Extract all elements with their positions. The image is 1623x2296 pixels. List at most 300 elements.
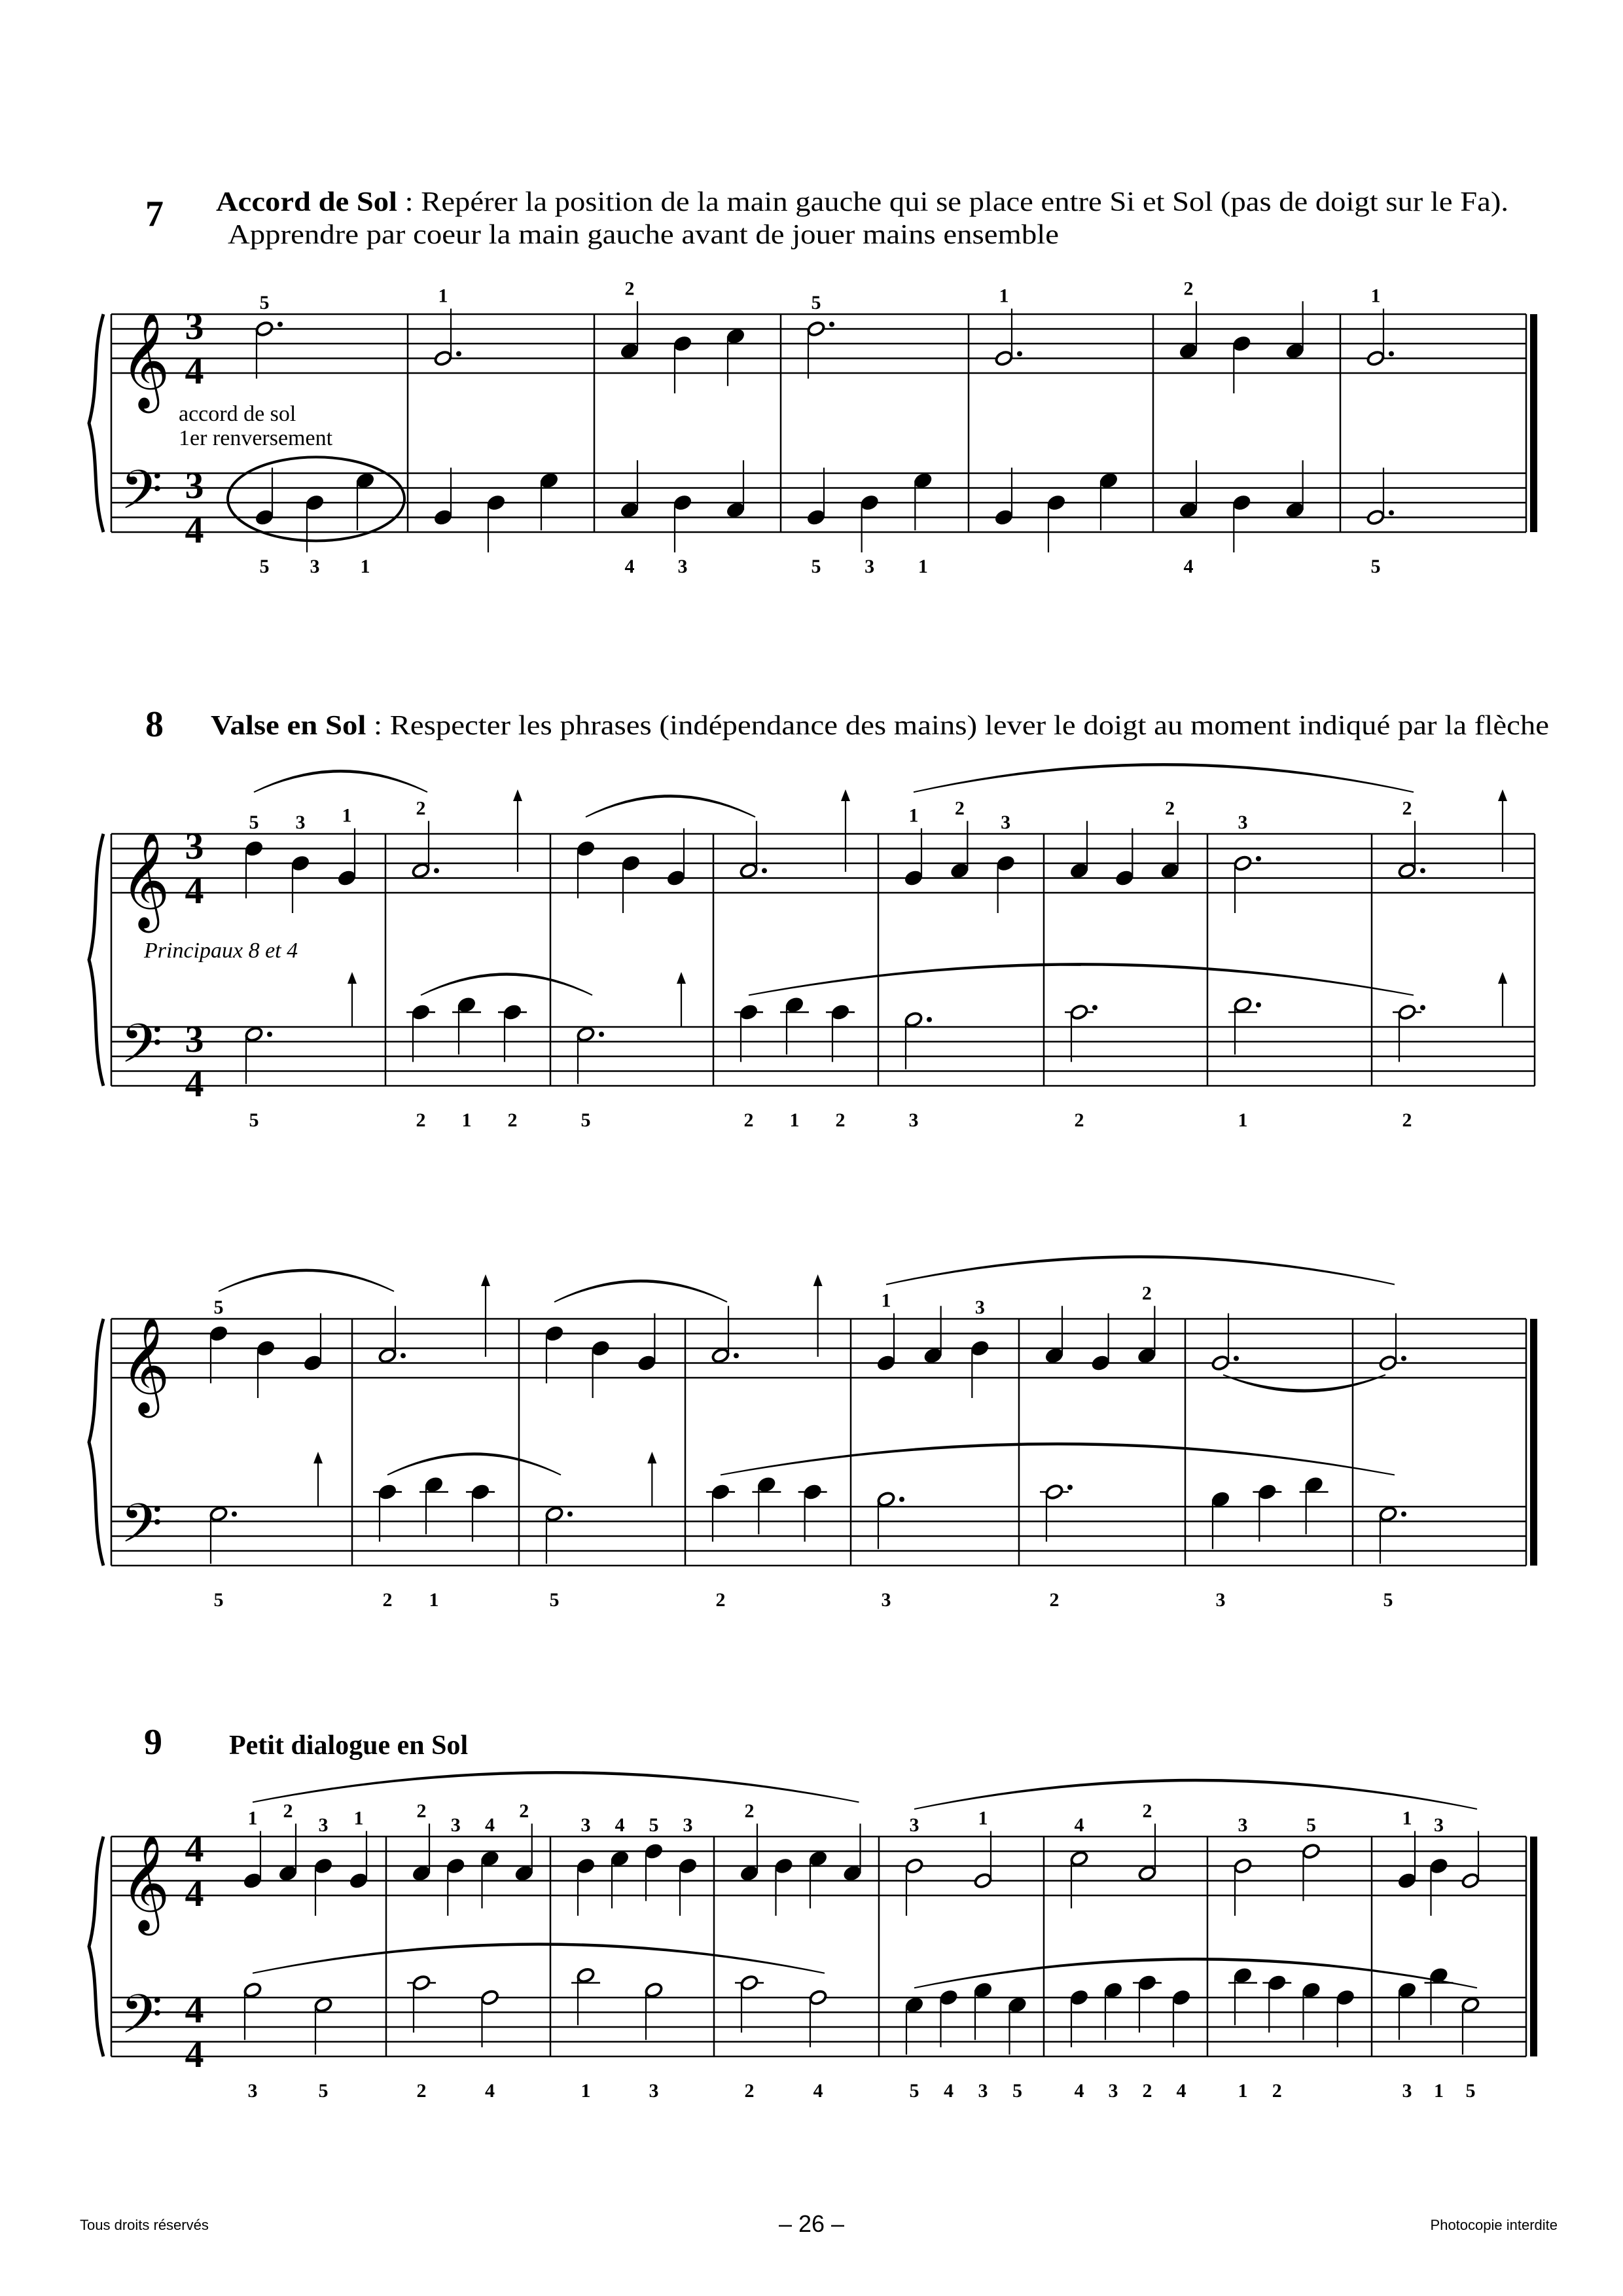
note-B4 <box>677 1814 698 1916</box>
treble-clef-icon: 𝄞 <box>120 312 170 409</box>
page-number: – 26 – <box>778 2210 845 2237</box>
note-A4 <box>411 1800 432 1882</box>
note-D4 <box>419 1475 448 1611</box>
augmentation-dot <box>1420 1005 1425 1011</box>
note-head <box>974 1873 993 1890</box>
fingering-number: 5 <box>318 2080 329 2102</box>
slur <box>253 1943 825 1973</box>
annotation-renversement: 1er renversement <box>179 426 333 450</box>
note-B4 <box>1429 1814 1450 1916</box>
lift-finger-arrow-icon <box>677 972 686 1027</box>
note-G4 <box>666 829 687 888</box>
lift-finger-arrow-icon <box>647 1452 656 1507</box>
augmentation-dot <box>456 351 461 357</box>
note-A4 <box>1138 1800 1157 1882</box>
note-B2 <box>806 468 827 578</box>
slur <box>914 1958 1477 1988</box>
fingering-number: 3 <box>677 556 688 577</box>
lift-finger-arrow-icon <box>841 789 850 872</box>
note-D3 <box>1046 493 1067 552</box>
treble-clef-icon: 𝄞 <box>120 1316 170 1414</box>
note-B4 <box>1234 812 1261 913</box>
note-G3 <box>539 471 560 530</box>
fingering-number: 3 <box>450 1814 461 1836</box>
note-D4 <box>1228 1966 1257 2102</box>
music-notation <box>89 278 1537 2102</box>
fingering-number: 2 <box>1142 2080 1152 2102</box>
note-B2 <box>993 468 1014 527</box>
fingering-number: 2 <box>835 1109 846 1131</box>
fingering-number: 3 <box>909 1814 919 1836</box>
footer-photocopy: Photocopie interdite <box>1430 2217 1558 2233</box>
note-A3 <box>1335 1988 1356 2047</box>
treble-time-signature-numerator: 3 <box>185 825 204 867</box>
note-C4 <box>734 1003 763 1131</box>
note-B4 <box>620 854 641 913</box>
fingering-number: 1 <box>789 1109 800 1131</box>
fingering-number: 3 <box>1238 1814 1248 1836</box>
fingering-number: 2 <box>283 1800 293 1822</box>
note-G4 <box>1115 829 1135 888</box>
system-4 <box>89 1772 1537 2102</box>
fingering-number: 3 <box>974 1297 985 1318</box>
note-D5 <box>255 292 283 379</box>
bass-clef-icon: 𝄢 <box>120 458 163 535</box>
augmentation-dot <box>567 1511 573 1516</box>
exercise-7-instruction: : Repérer la position de la main gauche qui se place entre Si et Sol (pas de doigt sur le Fa). <box>397 187 1399 217</box>
note-D5 <box>544 1324 565 1383</box>
note-head <box>577 1967 596 1984</box>
note-A4 <box>740 821 767 879</box>
fingering-number: 3 <box>295 812 306 833</box>
note-C4 <box>1253 1482 1281 1541</box>
note-D4 <box>452 996 481 1131</box>
note-C4 <box>1040 1484 1073 1611</box>
exercise-number-7: 7 <box>145 194 164 234</box>
treble-clef-icon: 𝄞 <box>120 831 170 929</box>
note-B2 <box>1366 468 1394 578</box>
note-C4 <box>1065 1004 1097 1131</box>
fingering-number: 5 <box>249 1109 259 1131</box>
treble-time-signature-numerator: 4 <box>185 1827 204 1870</box>
exercise-number-8: 8 <box>145 704 164 745</box>
fingering-number: 3 <box>908 1109 919 1131</box>
fingering-number: 1 <box>1402 1807 1412 1829</box>
augmentation-dot <box>1401 1356 1406 1361</box>
fingering-number: 2 <box>1141 1282 1152 1304</box>
note-head <box>645 1982 664 1999</box>
fingering-number: 2 <box>744 1800 755 1822</box>
note-A3 <box>1069 1988 1090 2102</box>
exercise-8-instruction: : Respecter les phrases (indépendance des mains) lever le doigt au moment indiqué par la flèche <box>366 711 1429 741</box>
fingering-number: 1 <box>999 285 1009 307</box>
fingering-number: 5 <box>909 2080 919 2102</box>
fingering-number: 5 <box>811 556 821 577</box>
note-A4 <box>378 1306 406 1364</box>
fingering-number: 2 <box>416 1800 427 1822</box>
note-D4 <box>1425 1966 1454 2102</box>
note-B4 <box>1232 334 1253 393</box>
note-head <box>1366 509 1385 526</box>
treble-time-signature-numerator: 3 <box>185 305 204 348</box>
note-A4 <box>950 797 971 880</box>
note-B4 <box>313 1814 334 1916</box>
note-C4 <box>706 1482 735 1611</box>
note-head <box>480 1989 499 2006</box>
augmentation-dot <box>899 1497 904 1502</box>
note-D3 <box>1232 493 1253 552</box>
note-G4 <box>1461 1831 1480 1890</box>
note-head <box>412 862 431 879</box>
note-C4 <box>735 1975 764 2102</box>
augmentation-dot <box>1389 351 1394 357</box>
brace <box>89 834 103 1086</box>
note-B2 <box>254 468 275 578</box>
note-head <box>1234 996 1253 1013</box>
note-A3 <box>1171 1988 1192 2102</box>
augmentation-dot <box>734 1353 739 1358</box>
note-C5 <box>725 327 746 386</box>
bass-clef-icon: 𝄢 <box>120 1492 163 1568</box>
note-head <box>1211 1355 1230 1372</box>
note-G4 <box>876 1290 897 1372</box>
note-A4 <box>514 1800 535 1882</box>
fingering-number: 4 <box>615 1814 625 1836</box>
note-D4 <box>1228 996 1261 1131</box>
fingering-number: 5 <box>1306 1814 1316 1836</box>
augmentation-dot <box>401 1353 406 1358</box>
note-A4 <box>1137 1282 1158 1365</box>
fingering-number: 4 <box>1074 1814 1084 1836</box>
fingering-number: 1 <box>353 1807 364 1829</box>
system-2 <box>89 764 1535 1131</box>
fingering-number: 1 <box>1238 2080 1248 2102</box>
fingering-number: 1 <box>438 285 448 307</box>
note-B4 <box>445 1814 466 1916</box>
fingering-number: 1 <box>580 2080 591 2102</box>
fingering-number: 4 <box>1074 2080 1084 2102</box>
note-head <box>314 1996 333 2013</box>
fingering-number: 1 <box>1238 1109 1248 1131</box>
note-G4 <box>1090 1314 1111 1372</box>
slur <box>749 963 1414 995</box>
fingering-number: 2 <box>519 1800 529 1822</box>
note-A3 <box>480 1989 499 2102</box>
fingering-number: 3 <box>865 556 875 577</box>
fingering-number: 4 <box>813 2080 823 2102</box>
fingering-number: 2 <box>1049 1589 1060 1611</box>
note-B4 <box>995 812 1016 913</box>
lift-finger-arrow-icon <box>513 789 522 872</box>
note-D5 <box>575 839 596 898</box>
note-head <box>243 1982 262 1999</box>
note-G4 <box>995 285 1022 367</box>
note-head <box>255 321 274 338</box>
fingering-number: 1 <box>908 804 919 827</box>
bass-time-signature-denominator: 4 <box>185 509 204 551</box>
note-A3 <box>938 1988 959 2102</box>
note-C3 <box>1178 460 1199 577</box>
note-C3 <box>619 460 640 577</box>
note-G4 <box>637 1314 658 1372</box>
note-C3 <box>725 460 746 519</box>
lift-finger-arrow-icon <box>481 1274 490 1357</box>
fingering-number: 3 <box>1238 812 1248 833</box>
note-B4 <box>970 1297 991 1398</box>
fingering-number: 5 <box>1465 2080 1476 2102</box>
note-head <box>1461 1873 1480 1890</box>
augmentation-dot <box>829 322 834 327</box>
bass-time-signature-numerator: 4 <box>185 1988 204 2031</box>
note-head <box>1366 350 1385 367</box>
bass-time-signature-numerator: 3 <box>185 464 204 507</box>
fingering-number: 1 <box>247 1807 258 1829</box>
note-B4 <box>672 334 693 393</box>
fingering-number: 3 <box>318 1814 329 1836</box>
note-G4 <box>1397 1808 1418 1890</box>
annotation-accord-de-sol: accord de sol <box>179 402 296 426</box>
note-D5 <box>643 1814 664 1901</box>
final-barline <box>1530 1319 1537 1566</box>
fingering-number: 5 <box>811 292 821 314</box>
augmentation-dot <box>1017 351 1022 357</box>
note-head <box>1379 1355 1398 1372</box>
slur <box>721 1443 1395 1475</box>
note-B2 <box>433 468 454 527</box>
note-B4 <box>590 1339 611 1398</box>
fingering-number: 1 <box>1370 285 1381 307</box>
fingering-number: 3 <box>1215 1589 1226 1611</box>
fingering-number: 1 <box>1434 2080 1444 2102</box>
note-A4 <box>1044 1306 1065 1365</box>
fingering-number: 5 <box>259 556 270 577</box>
fingering-number: 1 <box>978 1807 988 1829</box>
fingering-number: 1 <box>918 556 928 577</box>
fingering-number: 1 <box>342 804 352 827</box>
note-head <box>412 1975 431 1992</box>
treble-clef-icon: 𝄞 <box>120 1834 170 1931</box>
fingering-number: 5 <box>213 1589 224 1611</box>
note-head <box>711 1347 730 1364</box>
fingering-number: 5 <box>549 1589 560 1611</box>
note-G4 <box>336 805 357 888</box>
augmentation-dot <box>927 1017 932 1022</box>
fingering-number: 3 <box>1108 2080 1118 2102</box>
fingering-number: 2 <box>1074 1109 1084 1131</box>
final-barline <box>1530 1837 1537 2056</box>
note-B4 <box>1234 1814 1253 1916</box>
fingering-number: 4 <box>1183 556 1194 577</box>
fingering-number: 5 <box>580 1109 591 1131</box>
note-B4 <box>575 1814 596 1916</box>
fingering-number: 5 <box>249 812 259 833</box>
note-head <box>1138 1865 1157 1882</box>
augmentation-dot <box>434 868 439 873</box>
slur <box>253 1772 859 1803</box>
exercise-9-title: Petit dialogue en Sol <box>229 1731 469 1761</box>
note-head <box>1070 1850 1089 1867</box>
note-C4 <box>406 1003 435 1131</box>
note-head <box>1302 1843 1321 1860</box>
slur <box>586 795 755 817</box>
fingering-number: 4 <box>944 2080 954 2102</box>
note-C4 <box>373 1482 402 1611</box>
note-C5 <box>609 1814 630 1909</box>
note-head <box>434 350 453 367</box>
note-C4 <box>466 1482 495 1541</box>
note-B4 <box>905 1814 924 1916</box>
fingering-number: 2 <box>744 2080 755 2102</box>
fingering-number: 1 <box>360 556 370 577</box>
note-G4 <box>302 1314 323 1372</box>
note-head <box>809 1989 828 2006</box>
note-A4 <box>923 1306 944 1365</box>
fingering-number: 5 <box>259 292 270 314</box>
note-head <box>1234 1857 1253 1874</box>
note-C4 <box>1393 1004 1425 1131</box>
final-barline <box>1530 314 1537 532</box>
fingering-number: 4 <box>624 556 635 577</box>
fingering-number: 2 <box>1402 797 1412 819</box>
fingering-number: 3 <box>881 1589 891 1611</box>
note-D5 <box>1302 1814 1321 1901</box>
slur <box>554 1280 727 1302</box>
note-G4 <box>903 805 924 888</box>
note-G3 <box>1098 471 1119 530</box>
augmentation-dot <box>1067 1485 1073 1490</box>
slur <box>219 1270 394 1291</box>
note-C4 <box>1262 1973 1291 2102</box>
lift-finger-arrow-icon <box>1498 789 1507 872</box>
note-A4 <box>1285 301 1306 360</box>
note-B4 <box>774 1857 794 1916</box>
note-head <box>1379 1505 1398 1522</box>
fingering-number: 5 <box>649 1814 659 1836</box>
note-D4 <box>752 1475 781 1534</box>
fingering-number: 5 <box>1012 2080 1022 2102</box>
fingering-number: 1 <box>881 1289 891 1312</box>
note-A4 <box>739 1800 760 1882</box>
augmentation-dot <box>267 1031 272 1037</box>
fingering-number: 2 <box>1272 2080 1282 2102</box>
note-D4 <box>780 996 809 1131</box>
bass-clef-icon: 𝄢 <box>120 1012 163 1088</box>
treble-time-signature-denominator: 4 <box>185 869 204 912</box>
fingering-number: 2 <box>1142 1800 1152 1822</box>
fingering-number: 2 <box>715 1589 726 1611</box>
fingering-number: 5 <box>1383 1589 1393 1611</box>
fingering-number: 1 <box>461 1109 472 1131</box>
note-C4 <box>826 1003 855 1131</box>
note-head <box>545 1505 564 1522</box>
exercise-8-heading <box>211 711 1549 741</box>
note-C5 <box>480 1814 501 1909</box>
footer-rights: Tous droits réservés <box>80 2217 209 2233</box>
fingering-number: 2 <box>507 1109 518 1131</box>
slur <box>914 1780 1477 1809</box>
note-C3 <box>1285 460 1306 519</box>
note-D4 <box>571 1967 600 2102</box>
fingering-number: 5 <box>1370 556 1381 577</box>
note-D4 <box>1300 1475 1329 1534</box>
augmentation-dot <box>277 322 283 327</box>
brace <box>89 1837 103 2056</box>
fingering-number: 3 <box>1001 812 1011 833</box>
note-C5 <box>1070 1814 1089 1909</box>
note-head <box>1461 1996 1480 2013</box>
slur <box>914 764 1414 792</box>
note-C4 <box>1133 1973 1162 2102</box>
note-D3 <box>304 493 325 577</box>
note-D3 <box>486 493 507 552</box>
augmentation-dot <box>1256 1002 1261 1007</box>
annotation-principaux: Principaux 8 et 4 <box>144 939 298 963</box>
fingering-number: 2 <box>382 1589 393 1611</box>
note-A4 <box>412 797 439 879</box>
exercise-7-heading <box>216 187 1508 217</box>
note-C4 <box>498 1003 527 1131</box>
fingering-number: 2 <box>1402 1109 1412 1131</box>
note-C4 <box>407 1975 436 2102</box>
fingering-number: 3 <box>978 2080 988 2102</box>
note-A4 <box>1069 821 1090 880</box>
fingering-number: 3 <box>1402 2080 1412 2102</box>
lift-finger-arrow-icon <box>313 1452 323 1507</box>
augmentation-dot <box>1256 856 1261 861</box>
bass-time-signature-numerator: 3 <box>185 1018 204 1060</box>
fingering-number: 2 <box>1183 278 1194 300</box>
treble-time-signature-denominator: 4 <box>185 350 204 392</box>
slur <box>886 1256 1395 1285</box>
note-G4 <box>242 1808 263 1890</box>
fingering-number: 2 <box>624 278 635 300</box>
note-G4 <box>974 1808 993 1890</box>
note-B4 <box>290 812 311 913</box>
fingering-number: 2 <box>1165 797 1175 819</box>
augmentation-dot <box>1389 511 1394 516</box>
note-head <box>209 1505 228 1522</box>
fingering-number: 3 <box>247 2080 258 2102</box>
bass-time-signature-denominator: 4 <box>185 1062 204 1105</box>
augmentation-dot <box>1092 1005 1097 1011</box>
brace <box>89 314 103 532</box>
exercise-8-title: Valse en Sol <box>211 711 351 741</box>
fingering-number: 3 <box>580 1814 591 1836</box>
note-G4 <box>348 1808 369 1890</box>
note-D3 <box>859 493 880 577</box>
note-D3 <box>672 493 693 577</box>
note-head <box>904 1011 923 1028</box>
bass-clef-icon: 𝄢 <box>120 1982 163 2059</box>
augmentation-dot <box>232 1511 237 1516</box>
note-head <box>740 862 758 879</box>
note-head <box>1398 862 1417 879</box>
fingering-number: 3 <box>310 556 320 577</box>
augmentation-dot <box>1420 868 1425 873</box>
augmentation-dot <box>599 1031 604 1037</box>
note-A4 <box>277 1800 298 1882</box>
note-head <box>577 1026 596 1043</box>
augmentation-dot <box>1234 1356 1239 1361</box>
fingering-number: 3 <box>649 2080 659 2102</box>
fingering-number: 3 <box>1434 1814 1444 1836</box>
note-head <box>378 1347 397 1364</box>
brace <box>89 1319 103 1566</box>
augmentation-dot <box>1401 1511 1406 1516</box>
fingering-number: 4 <box>485 1814 495 1836</box>
fingering-number: 3 <box>683 1814 693 1836</box>
note-A4 <box>1178 278 1199 360</box>
